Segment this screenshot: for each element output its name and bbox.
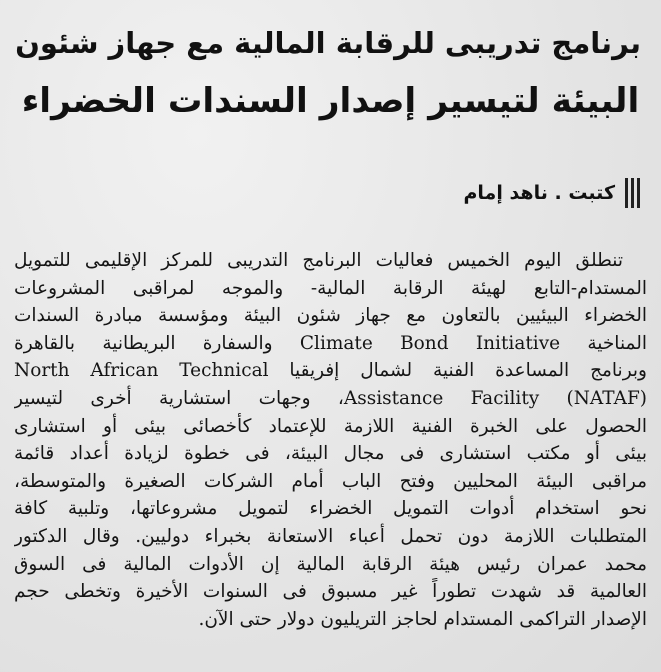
body-line: الخضراء البيئيين بالتعاون مع جهاز شئون البيئة ومؤسسة مبادرة السندات [14, 305, 647, 327]
body-line: الإصدار التراكمى المستدام لحاجز التريليون دولار حتى الآن. [198, 608, 647, 630]
body-line: مراقبى البيئة المحليين وفتح الباب أمام الشركات الصغيرة والمتوسطة، [14, 470, 647, 492]
body-line: المتطلبات اللازمة دون تحمل أعباء الاستعانة بخبراء دوليين. وقال الدكتور [14, 525, 647, 547]
body-line: المستدام-التابع لهيئة الرقابة المالية- والموجه لمراقبى المشروعات [14, 277, 647, 299]
byline [464, 178, 642, 208]
byline-bars-icon [625, 178, 641, 208]
article-headline [15, 14, 641, 130]
byline-author: كتبت . ناهد إمام [463, 182, 615, 204]
body-line: المناخية Climate Bond Initiative والسفارة البريطانية بالقاهرة [14, 332, 647, 354]
body-line: وبرنامج المساعدة الفنية لشمال إفريقيا North African Technical [14, 360, 647, 382]
body-line: تنطلق اليوم الخميس فعاليات البرنامج التدريبى للمركز الإقليمى للتمويل [14, 250, 623, 271]
article-body [14, 247, 647, 633]
body-line: بيئى أو مكتب استشارى فى مجال البيئة، فى خطوة لزيادة أعداد قائمة [14, 443, 647, 465]
headline-line-2: البيئة لتيسير إصدار السندات الخضراء [21, 81, 640, 121]
body-line: الحصول على الخبرة الفنية اللازمة للإعتماد كأخصائى بيئى أو استشارى [14, 415, 647, 437]
body-line: محمد عمران رئيس هيئة الرقابة المالية إن الأدوات المالية فى السوق [14, 553, 647, 575]
body-line: العالمية قد شهدت تطوراً غير مسبوق فى السنوات الأخيرة وتخطى حجم [14, 581, 647, 603]
headline-line-1: برنامج تدريبى للرقابة المالية مع جهاز شئون [15, 26, 641, 60]
body-line: Assistance Facility (NATAF)، وجهات استشارية أخرى لتيسير [14, 387, 647, 409]
body-line: نحو استخدام أدوات التمويل الخضراء لتمويل مشروعاتها، وتلبية كافة [14, 498, 647, 520]
